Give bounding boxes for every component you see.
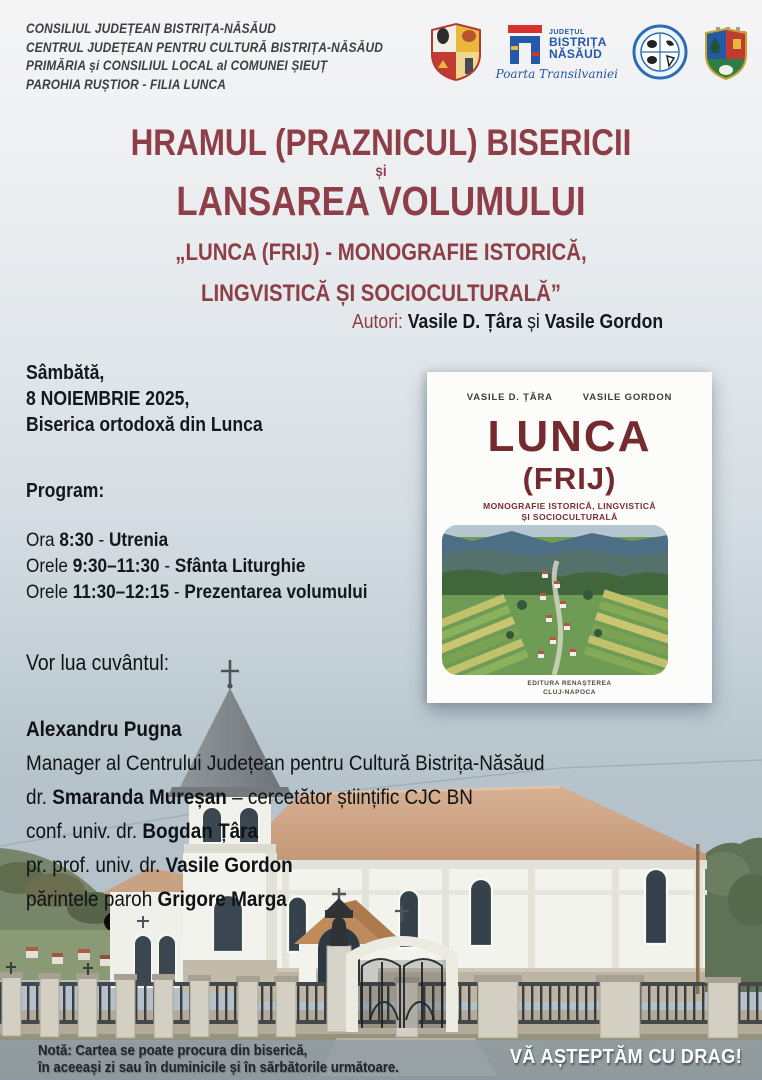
speaker-line: părintele paroh Grigore Marga xyxy=(26,887,287,911)
speaker-line: dr. Smaranda Mureșan – cercetător științific CJC BN xyxy=(26,785,473,809)
book-cover-subtitle: (FRIJ) xyxy=(522,461,617,496)
poarta-transilvaniei-logo xyxy=(496,24,618,81)
county-coat-of-arms-logo xyxy=(430,22,482,82)
organizer-line: PAROHIA RUȘTIOR - FILIA LUNCA xyxy=(26,76,227,92)
organizer-line: PRIMĂRIA și CONSILIUL LOCAL al COMUNEI ȘIEUȚ xyxy=(26,58,328,73)
program-item: Orele 11:30–12:15 - Prezentarea volumului xyxy=(26,581,368,603)
program-item: Orele 9:30–11:30 - Sfânta Liturghie xyxy=(26,555,306,577)
logo-judetul-label: JUDEȚUL xyxy=(548,29,585,36)
book-cover-title: LUNCA xyxy=(487,412,652,461)
author-name: Vasile D. Țâra xyxy=(407,311,523,333)
speaker-line: conf. univ. dr. Bogdan Țâra xyxy=(26,819,259,843)
book-author-left: VASILE D. ȚÂRA xyxy=(466,392,553,403)
speakers-list xyxy=(26,712,615,916)
footer-band xyxy=(0,1040,762,1080)
title-block xyxy=(0,123,762,309)
logo-nasaud-label: NĂSĂUD xyxy=(548,47,603,61)
book-cover-tagline: MONOGRAFIE ISTORICĂ, LINGVISTICĂ ȘI SOCIOCULTURALĂ xyxy=(483,501,656,522)
event-location: Biserica ortodoxă din Lunca xyxy=(26,414,263,436)
footer-note: Notă: Cartea se poate procura din biserică, în aceeași zi sau în duminicile și în sărbătorile următoare. xyxy=(38,1042,399,1076)
event-title-line1: HRAMUL (PRAZNICUL) BISERICII xyxy=(130,122,632,163)
event-title-line2: LANSAREA VOLUMULUI xyxy=(176,178,586,224)
footer-cta: VĂ AȘTEPTĂM CU DRAG! xyxy=(509,1046,742,1068)
speaker-line: Alexandru Pugna xyxy=(26,717,182,741)
book-subtitle-line1: „LUNCA (FRIJ) - MONOGRAFIE ISTORICĂ, xyxy=(175,239,587,266)
book-publisher: EDITURA RENAȘTEREA CLUJ-NAPOCA xyxy=(527,680,612,696)
speaker-line: Manager al Centrului Județean pentru Cultură Bistrița-Năsăud xyxy=(26,751,545,775)
event-day: Sâmbătă, xyxy=(26,362,105,384)
aerial-village-photo xyxy=(442,525,668,675)
gate-icon xyxy=(507,24,543,66)
logo-script-label: Poarta Transilvaniei xyxy=(495,66,618,81)
book-subtitle-line2: LINGVISTICĂ ȘI SOCIOCULTURALĂ” xyxy=(200,280,562,307)
event-info xyxy=(26,360,295,438)
book-cover-authors xyxy=(427,392,712,403)
commune-coat-of-arms-logo xyxy=(702,23,750,81)
speakers-heading: Vor lua cuvântul: xyxy=(26,650,170,675)
program-item: Ora 8:30 - Utrenia xyxy=(26,529,169,551)
speaker-line: pr. prof. univ. dr. Vasile Gordon xyxy=(26,853,293,877)
authors-conjunction: și xyxy=(522,311,545,333)
logo-bistrita-label: BISTRIȚA xyxy=(548,35,607,49)
organizers-block xyxy=(26,20,432,94)
culture-center-seal-logo xyxy=(632,24,688,80)
book-author-right: VASILE GORDON xyxy=(582,392,673,403)
authors-label: Autori: xyxy=(352,311,408,333)
title-conjunction: și xyxy=(375,163,387,180)
authors-line xyxy=(352,311,705,334)
book-cover xyxy=(427,372,712,703)
logos-row xyxy=(430,22,750,82)
author-name: Vasile Gordon xyxy=(544,311,664,333)
program-heading: Program: xyxy=(26,480,105,502)
program-list xyxy=(26,527,414,605)
organizer-line: CENTRUL JUDEȚEAN PENTRU CULTURĂ BISTRIȚA-NĂSĂUD xyxy=(26,39,383,55)
event-date: 8 NOIEMBRIE 2025, xyxy=(26,388,190,410)
organizer-line: CONSILIUL JUDEȚEAN BISTRIȚA-NĂSĂUD xyxy=(26,21,276,36)
